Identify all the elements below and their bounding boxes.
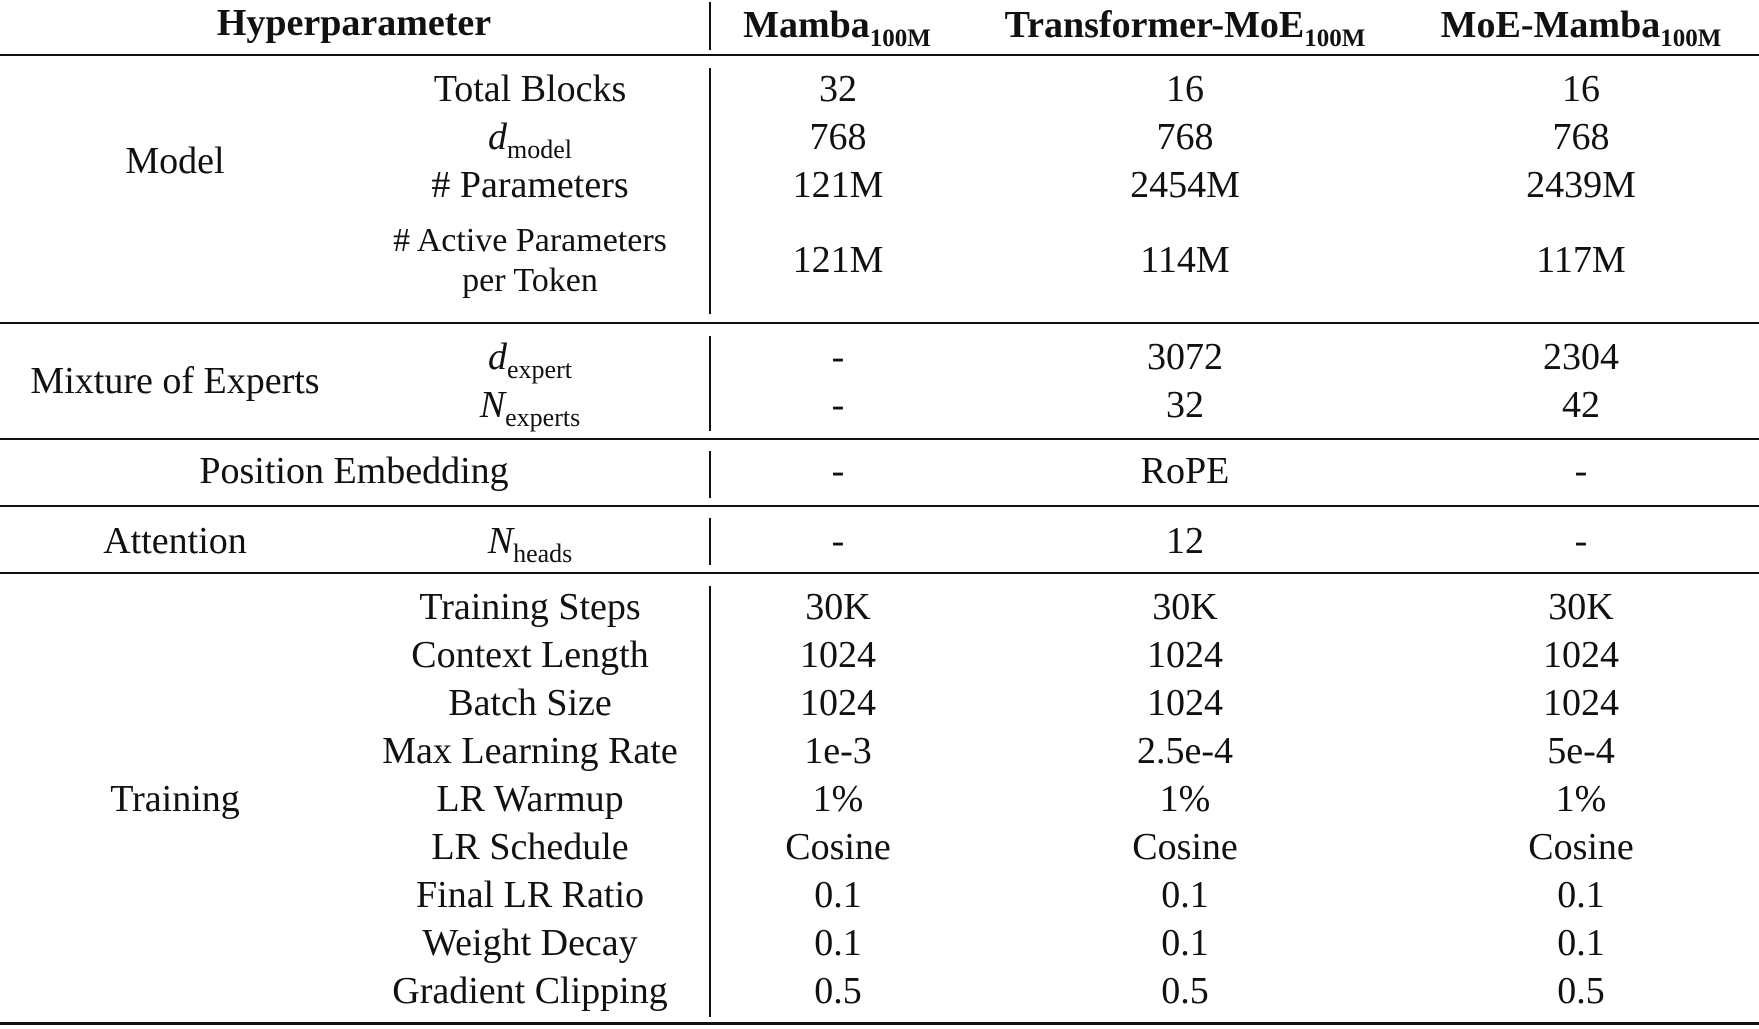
cell-final-lr-ratio-moe-mamba: 0.1	[1557, 874, 1605, 916]
cell-total-blocks-moe-mamba: 16	[1562, 68, 1600, 110]
cell-gradient-clipping-mamba: 0.5	[814, 970, 862, 1012]
position-separator	[709, 451, 711, 498]
param-training-steps: Training Steps	[419, 586, 641, 628]
cell-total-blocks-mamba: 32	[819, 68, 857, 110]
cell-position-transformer: RoPE	[1140, 450, 1230, 492]
cell-n-heads-mamba: -	[831, 520, 845, 562]
header-transformer-moe: Transformer-MoE$_{100M}$	[1004, 4, 1366, 52]
section-attention: Attention	[103, 520, 247, 562]
param-d-model: $d_{model}$	[488, 116, 572, 164]
param-batch-size: Batch Size	[448, 682, 612, 724]
cell-lr-schedule-mamba: Cosine	[785, 826, 891, 868]
cell-active-params-transformer: 114M	[1140, 239, 1230, 281]
cell-n-experts-moe-mamba: 42	[1562, 384, 1600, 426]
param-n-experts: $N_{experts}$	[479, 384, 581, 432]
param-total-blocks: Total Blocks	[433, 68, 627, 110]
param-final-lr-ratio: Final LR Ratio	[416, 874, 644, 916]
cell-active-params-mamba: 121M	[792, 239, 884, 281]
param-d-expert: $d_{expert}$	[488, 336, 572, 384]
cell-lr-warmup-mamba: 1%	[812, 778, 864, 820]
cell-lr-warmup-moe-mamba: 1%	[1555, 778, 1607, 820]
cell-num-parameters-mamba: 121M	[792, 164, 884, 206]
cell-d-expert-mamba: -	[831, 336, 845, 378]
cell-weight-decay-moe-mamba: 0.1	[1557, 922, 1605, 964]
cell-position-mamba: -	[831, 450, 845, 492]
cell-context-length-moe-mamba: 1024	[1543, 634, 1619, 676]
param-num-parameters: # Parameters	[431, 164, 629, 206]
cell-max-lr-transformer: 2.5e-4	[1136, 730, 1234, 772]
cell-training-steps-mamba: 30K	[805, 586, 871, 628]
cell-active-params-moe-mamba: 117M	[1536, 239, 1626, 281]
cell-training-steps-moe-mamba: 30K	[1548, 586, 1614, 628]
cell-weight-decay-mamba: 0.1	[814, 922, 862, 964]
cell-context-length-transformer: 1024	[1147, 634, 1223, 676]
bottom-rule	[0, 1022, 1759, 1025]
cell-d-model-mamba: 768	[809, 116, 867, 158]
header-mamba: Mamba$_{100M}$	[743, 4, 931, 52]
cell-n-experts-mamba: -	[831, 384, 845, 426]
moe-section-rule	[0, 438, 1759, 440]
param-n-heads: $N_{heads}$	[487, 520, 573, 568]
section-position-embedding: Position Embedding	[199, 450, 509, 492]
header-hyperparameter: Hyperparameter	[216, 2, 492, 44]
cell-lr-warmup-transformer: 1%	[1159, 778, 1211, 820]
cell-position-moe-mamba: -	[1574, 450, 1588, 492]
cell-gradient-clipping-transformer: 0.5	[1161, 970, 1209, 1012]
position-section-rule	[0, 505, 1759, 507]
moe-separator	[709, 336, 711, 431]
cell-total-blocks-transformer: 16	[1166, 68, 1204, 110]
param-lr-warmup: LR Warmup	[436, 778, 624, 820]
model-section-rule	[0, 322, 1759, 324]
cell-training-steps-transformer: 30K	[1152, 586, 1218, 628]
cell-d-expert-transformer: 3072	[1147, 336, 1223, 378]
section-model: Model	[125, 140, 225, 182]
cell-context-length-mamba: 1024	[800, 634, 876, 676]
cell-max-lr-moe-mamba: 5e-4	[1547, 730, 1615, 772]
param-context-length: Context Length	[411, 634, 649, 676]
cell-n-experts-transformer: 32	[1166, 384, 1204, 426]
cell-n-heads-transformer: 12	[1166, 520, 1204, 562]
cell-lr-schedule-moe-mamba: Cosine	[1528, 826, 1634, 868]
param-lr-schedule: LR Schedule	[431, 826, 629, 868]
training-separator	[709, 586, 711, 1017]
param-weight-decay: Weight Decay	[422, 922, 638, 964]
cell-batch-size-mamba: 1024	[800, 682, 876, 724]
param-gradient-clipping: Gradient Clipping	[392, 970, 668, 1012]
section-training: Training	[110, 778, 240, 820]
cell-d-model-transformer: 768	[1156, 116, 1214, 158]
cell-d-expert-moe-mamba: 2304	[1543, 336, 1619, 378]
header-moe-mamba: MoE-Mamba$_{100M}$	[1440, 4, 1722, 52]
cell-d-model-moe-mamba: 768	[1552, 116, 1610, 158]
header-separator	[709, 2, 711, 50]
section-mixture-of-experts: Mixture of Experts	[30, 360, 320, 402]
cell-weight-decay-transformer: 0.1	[1161, 922, 1209, 964]
cell-n-heads-moe-mamba: -	[1574, 520, 1588, 562]
cell-num-parameters-moe-mamba: 2439M	[1526, 164, 1636, 206]
cell-final-lr-ratio-mamba: 0.1	[814, 874, 862, 916]
cell-max-lr-mamba: 1e-3	[804, 730, 872, 772]
cell-lr-schedule-transformer: Cosine	[1132, 826, 1238, 868]
cell-num-parameters-transformer: 2454M	[1130, 164, 1240, 206]
attention-section-rule	[0, 572, 1759, 574]
cell-final-lr-ratio-transformer: 0.1	[1161, 874, 1209, 916]
model-separator	[709, 68, 711, 314]
cell-batch-size-transformer: 1024	[1147, 682, 1223, 724]
attention-separator	[709, 518, 711, 565]
cell-gradient-clipping-moe-mamba: 0.5	[1557, 970, 1605, 1012]
header-rule	[0, 54, 1759, 56]
cell-batch-size-moe-mamba: 1024	[1543, 682, 1619, 724]
param-active-parameters: # Active Parameters per Token	[393, 222, 667, 299]
param-max-learning-rate: Max Learning Rate	[382, 730, 678, 772]
